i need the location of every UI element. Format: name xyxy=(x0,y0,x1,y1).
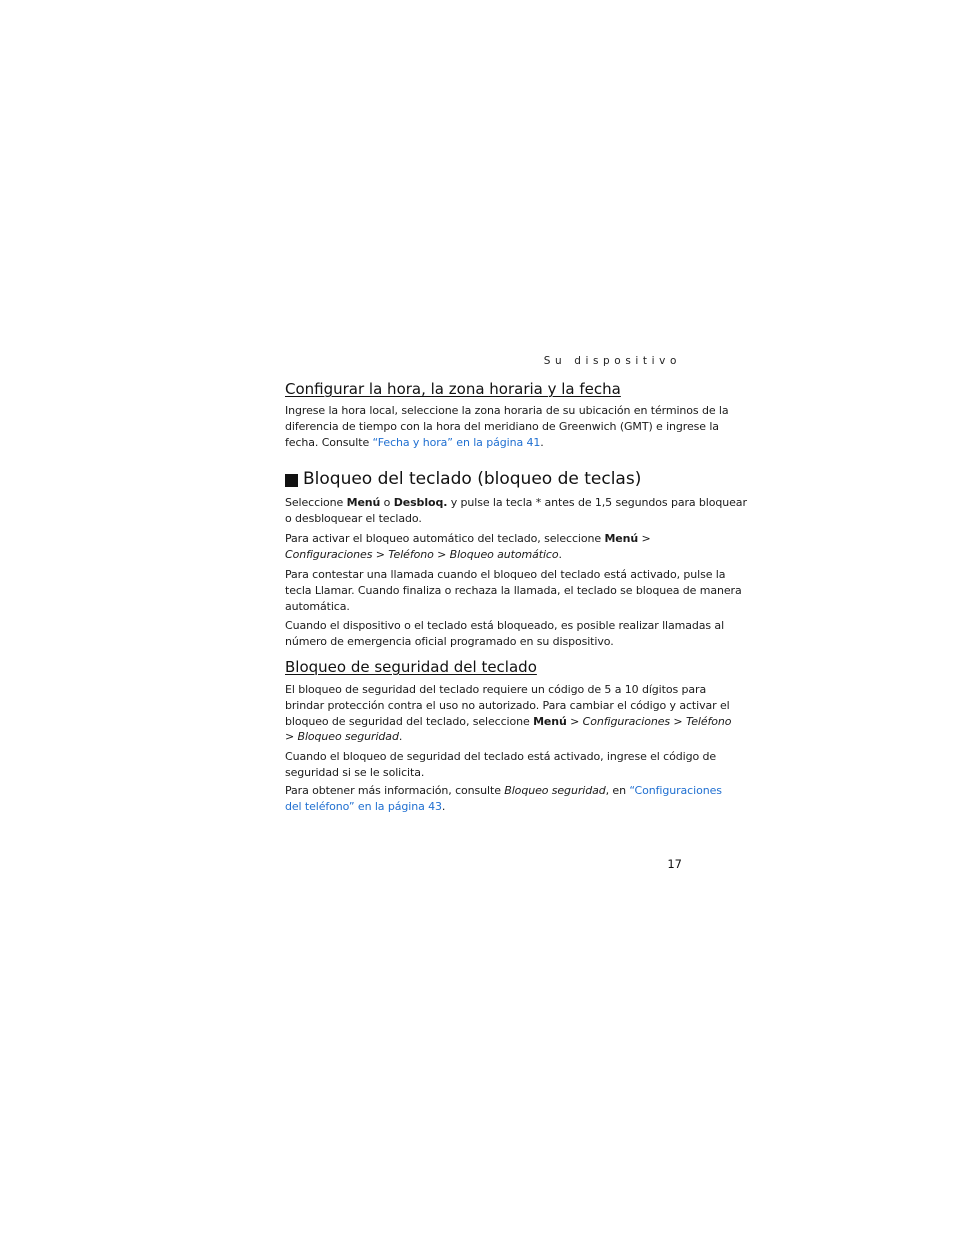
cross-reference-link-date-time[interactable]: “Fecha y hora” en la página 41 xyxy=(372,435,541,449)
text-line: diferencia de tiempo con la hora del meridiano de Greenwich (GMT) e ingrese la xyxy=(285,419,719,433)
text-line: número de emergencia oficial programado en su dispositivo. xyxy=(285,634,614,648)
text-run: . xyxy=(441,799,446,813)
text-line: brindar protección contra el uso no autorizado. Para cambiar el código y activar el xyxy=(285,698,730,712)
text-line xyxy=(285,531,683,547)
menu-term: Menú xyxy=(346,496,381,509)
text-line: Ingrese la hora local, seleccione la zona horaria de su ubicación en términos de la xyxy=(285,404,729,417)
text-line xyxy=(285,435,683,451)
text-run: o xyxy=(380,496,394,509)
text-run: > xyxy=(372,547,389,561)
cross-reference-link-phone-settings[interactable]: “Configuraciones xyxy=(629,784,722,797)
menu-path-settings: Configuraciones xyxy=(285,547,373,561)
text-line: Cuando el bloqueo de seguridad del teclado está activado, ingrese el código de xyxy=(285,750,717,763)
text-run: , en xyxy=(605,784,630,797)
text-run: . xyxy=(540,435,544,449)
text-line xyxy=(285,783,722,799)
text-line: Cuando el dispositivo o el teclado está bloqueado, es posible realizar llamadas al xyxy=(285,619,725,632)
text-line: Para contestar una llamada cuando el bloqueo del teclado está activado, pulse la xyxy=(285,568,726,581)
paragraph-time-setup xyxy=(285,403,729,450)
section-heading-text: Bloqueo del teclado (bloqueo de teclas) xyxy=(303,469,642,489)
text-line xyxy=(285,495,747,511)
text-run: Para obtener más información, consulte xyxy=(285,784,505,797)
text-run: bloqueo de seguridad del teclado, seleccione xyxy=(285,714,534,728)
paragraph-auto-lock xyxy=(285,531,683,563)
unlock-term: Desbloq. xyxy=(393,496,448,509)
menu-path-phone: Teléfono xyxy=(685,714,732,728)
section-heading-keypad-lock xyxy=(285,469,641,489)
menu-path-phone: Teléfono xyxy=(388,547,434,561)
text-line: tecla Llamar. Cuando finaliza o rechaza la llamada, el teclado se bloquea de manera xyxy=(285,583,742,597)
text-run: > xyxy=(285,730,298,744)
text-run: fecha. Consulte xyxy=(285,435,373,449)
paragraph-more-info xyxy=(285,783,722,815)
paragraph-keypad-lock-select xyxy=(285,495,747,527)
menu-term: Menú xyxy=(604,532,639,545)
text-line: o desbloquear el teclado. xyxy=(285,511,422,525)
paragraph-answer-call xyxy=(285,567,742,614)
text-line xyxy=(285,799,683,815)
text-line xyxy=(285,547,683,563)
text-run: > xyxy=(670,714,686,728)
text-run: > xyxy=(638,532,651,545)
text-line xyxy=(285,714,732,730)
menu-path-security-lock: Bloqueo seguridad xyxy=(297,730,399,744)
section-heading-time-zone-date: Configurar la hora, la zona horaria y la fecha xyxy=(285,380,621,398)
text-run: Seleccione xyxy=(285,496,347,509)
menu-term: Menú xyxy=(533,714,567,728)
text-run: . xyxy=(398,730,403,744)
section-heading-security-keyguard: Bloqueo de seguridad del teclado xyxy=(285,658,537,676)
section-square-icon xyxy=(285,474,298,487)
text-run: Para activar el bloqueo automático del teclado, seleccione xyxy=(285,532,605,545)
menu-path-auto-lock: Bloqueo automático xyxy=(449,547,559,561)
text-line: seguridad si se le solicita. xyxy=(285,765,425,779)
paragraph-emergency-calls xyxy=(285,618,725,650)
menu-path-security-lock: Bloqueo seguridad xyxy=(504,784,606,797)
manual-page xyxy=(285,0,747,1235)
paragraph-security-code xyxy=(285,682,732,745)
text-line: automática. xyxy=(285,599,350,613)
page-number: 17 xyxy=(667,857,682,871)
cross-reference-link-phone-settings-cont[interactable]: del teléfono” en la página 43 xyxy=(285,799,442,813)
text-line xyxy=(285,729,683,745)
paragraph-enter-code xyxy=(285,749,717,781)
menu-path-settings: Configuraciones xyxy=(582,714,671,728)
running-head: Su dispositivo xyxy=(543,355,681,367)
text-run: > xyxy=(566,714,583,728)
text-run: > xyxy=(433,547,450,561)
text-line: El bloqueo de seguridad del teclado requiere un código de 5 a 10 dígitos para xyxy=(285,683,707,696)
text-run: y pulse la tecla * antes de 1,5 segundos para bloquear xyxy=(447,496,747,509)
text-run: . xyxy=(558,547,562,561)
